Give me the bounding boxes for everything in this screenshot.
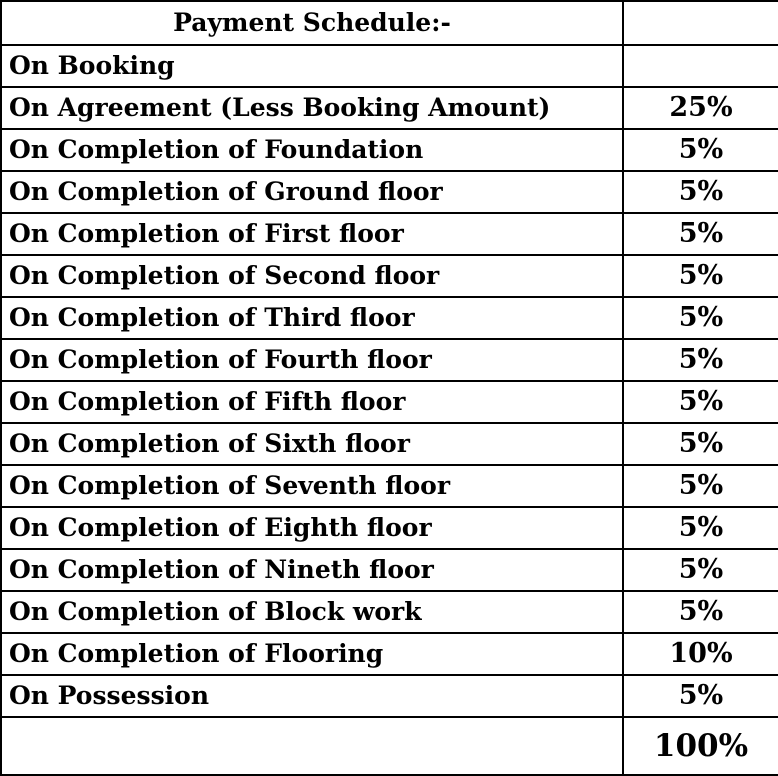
table-row <box>1 381 778 423</box>
percent-cell: 5% <box>623 423 778 465</box>
table-row <box>1 549 778 591</box>
percent-cell: 5% <box>623 465 778 507</box>
table-row <box>1 129 778 171</box>
table-row <box>1 507 778 549</box>
total-row <box>1 717 778 775</box>
stage-cell: On Completion of Block work <box>1 591 623 633</box>
stage-cell: On Completion of Flooring <box>1 633 623 675</box>
stage-cell: On Possession <box>1 675 623 717</box>
stage-cell: On Completion of Seventh floor <box>1 465 623 507</box>
table-row <box>1 675 778 717</box>
table-header-row <box>1 1 778 45</box>
stage-cell: On Completion of Ground floor <box>1 171 623 213</box>
table-row <box>1 423 778 465</box>
stage-cell: On Completion of Eighth floor <box>1 507 623 549</box>
table-row <box>1 171 778 213</box>
table-row <box>1 339 778 381</box>
percent-cell: 10% <box>623 633 778 675</box>
total-percent-cell: 100% <box>623 717 778 775</box>
stage-cell: On Completion of First floor <box>1 213 623 255</box>
table-row <box>1 255 778 297</box>
table-row <box>1 633 778 675</box>
total-label-empty-cell <box>1 717 623 775</box>
percent-cell: 5% <box>623 297 778 339</box>
percent-cell: 5% <box>623 171 778 213</box>
table-row <box>1 213 778 255</box>
percent-cell: 5% <box>623 339 778 381</box>
stage-cell: On Completion of Fifth floor <box>1 381 623 423</box>
percent-cell: 5% <box>623 213 778 255</box>
percent-cell: 25% <box>623 87 778 129</box>
stage-cell: On Completion of Foundation <box>1 129 623 171</box>
stage-cell: On Completion of Third floor <box>1 297 623 339</box>
percent-cell <box>623 45 778 87</box>
table-row <box>1 591 778 633</box>
stage-cell: On Completion of Second floor <box>1 255 623 297</box>
stage-cell: On Completion of Fourth floor <box>1 339 623 381</box>
stage-cell: On Completion of Nineth floor <box>1 549 623 591</box>
stage-cell: On Booking <box>1 45 623 87</box>
stage-cell: On Completion of Sixth floor <box>1 423 623 465</box>
percent-cell: 5% <box>623 381 778 423</box>
percent-cell: 5% <box>623 129 778 171</box>
percent-cell: 5% <box>623 507 778 549</box>
table-title: Payment Schedule:- <box>1 1 623 45</box>
table-row <box>1 87 778 129</box>
percent-cell: 5% <box>623 675 778 717</box>
percent-cell: 5% <box>623 591 778 633</box>
stage-cell: On Agreement (Less Booking Amount) <box>1 87 623 129</box>
table-row <box>1 45 778 87</box>
percent-cell: 5% <box>623 255 778 297</box>
header-empty-cell <box>623 1 778 45</box>
percent-cell: 5% <box>623 549 778 591</box>
table-row <box>1 465 778 507</box>
table-row <box>1 297 778 339</box>
